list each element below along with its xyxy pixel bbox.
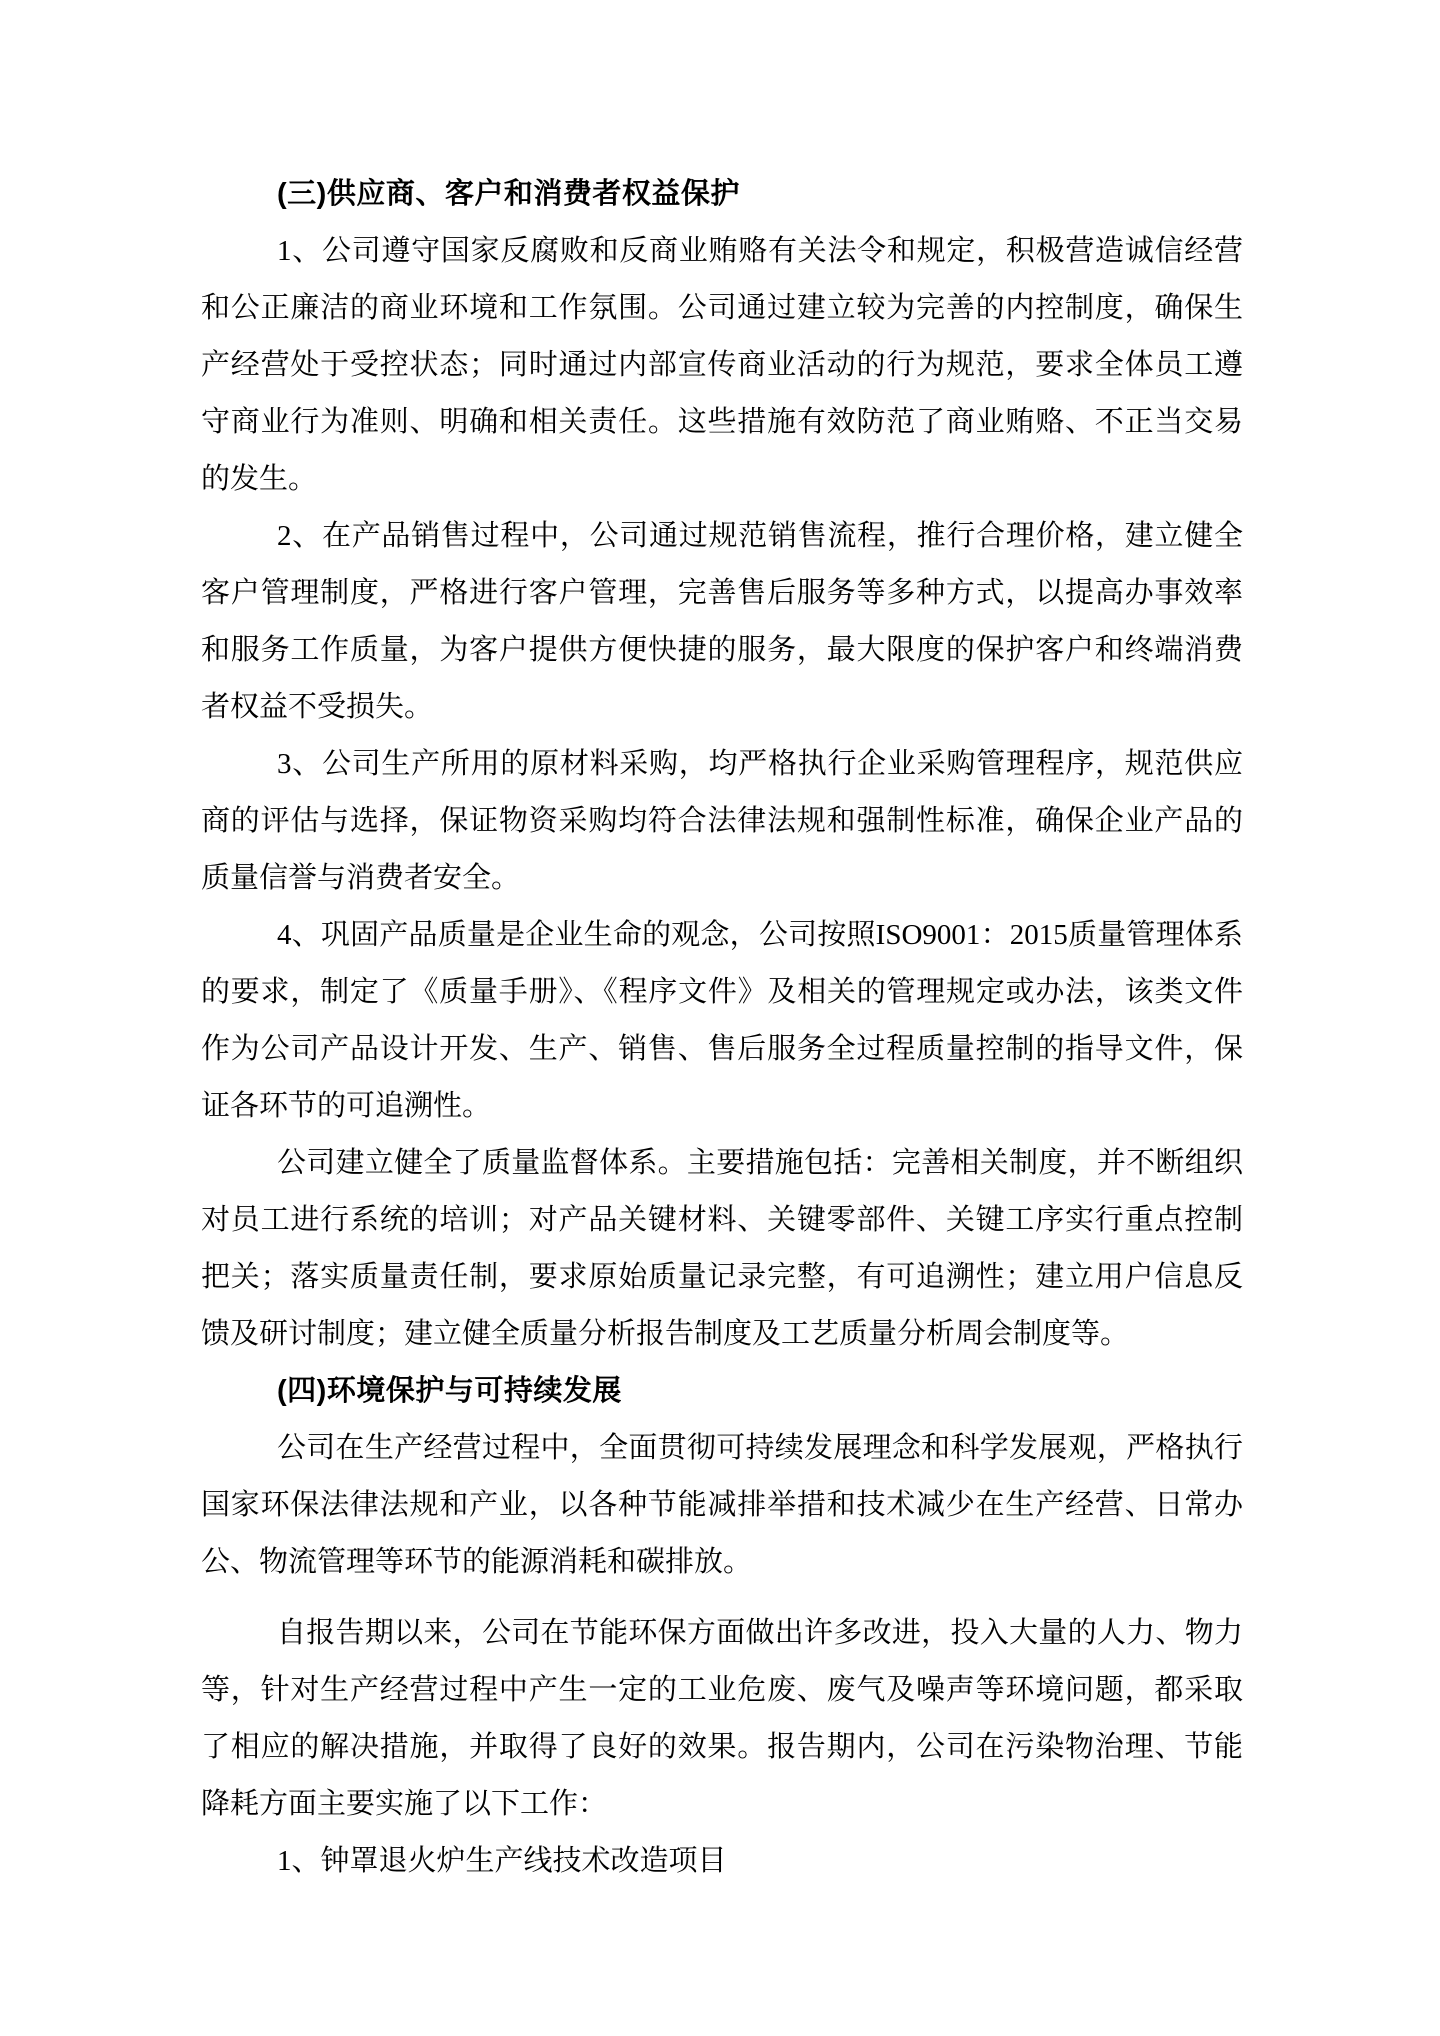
- section-heading-supplier-customer-consumer-protection: (三)供应商、客户和消费者权益保护: [277, 178, 740, 210]
- section-heading-environment-sustainable-development: (四)环境保护与可持续发展: [277, 1375, 622, 1407]
- paragraph-energy-saving-improvements: 自报告期以来，公司在节能环保方面做出许多改进，投入大量的人力、物力等，针对生产经营过程中产生一定的工业危废、废气及噪声等环境问题，都采取了相应的解决措施，并取得了良好的效果。报告期内，公司在污染物治理、节能降耗方面主要实施了以下工作：: [201, 1617, 1243, 1820]
- paragraph-annealing-furnace-project: 1、钟罩退火炉生产线技术改造项目: [277, 1845, 727, 1877]
- paragraph-iso9001-quality-system: 4、巩固产品质量是企业生命的观念，公司按照ISO9001：2015质量管理体系的要求，制定了《质量手册》、《程序文件》及相关的管理规定或办法，该类文件作为公司产品设计开发、生产、销售、售后服务全过程质量控制的指导文件，保证各环节的可追溯性。: [201, 919, 1243, 1122]
- document-body: [201, 166, 1243, 1890]
- paragraph-sales-customer-management: 2、在产品销售过程中，公司通过规范销售流程，推行合理价格，建立健全客户管理制度，严格进行客户管理，完善售后服务等多种方式，以提高办事效率和服务工作质量，为客户提供方便快捷的服务，最大限度的保护客户和终端消费者权益不受损失。: [201, 520, 1243, 723]
- paragraph-quality-supervision-system: 公司建立健全了质量监督体系。主要措施包括：完善相关制度，并不断组织对员工进行系统的培训；对产品关键材料、关键零部件、关键工序实行重点控制把关；落实质量责任制，要求原始质量记录完整，有可追溯性；建立用户信息反馈及研讨制度；建立健全质量分析报告制度及工艺质量分析周会制度等。: [201, 1147, 1243, 1350]
- paragraph-anti-bribery-compliance: 1、公司遵守国家反腐败和反商业贿赂有关法令和规定，积极营造诚信经营和公正廉洁的商业环境和工作氛围。公司通过建立较为完善的内控制度，确保生产经营处于受控状态；同时通过内部宣传商业活动的行为规范，要求全体员工遵守商业行为准则、明确和相关责任。这些措施有效防范了商业贿赂、不正当交易的发生。: [201, 235, 1243, 495]
- paragraph-sustainable-development-policy: 公司在生产经营过程中，全面贯彻可持续发展理念和科学发展观，严格执行国家环保法律法规和产业，以各种节能减排举措和技术减少在生产经营、日常办公、物流管理等环节的能源消耗和碳排放。: [201, 1432, 1243, 1578]
- paragraph-raw-material-procurement: 3、公司生产所用的原材料采购，均严格执行企业采购管理程序，规范供应商的评估与选择，保证物资采购均符合法律法规和强制性标准，确保企业产品的质量信誉与消费者安全。: [201, 748, 1243, 894]
